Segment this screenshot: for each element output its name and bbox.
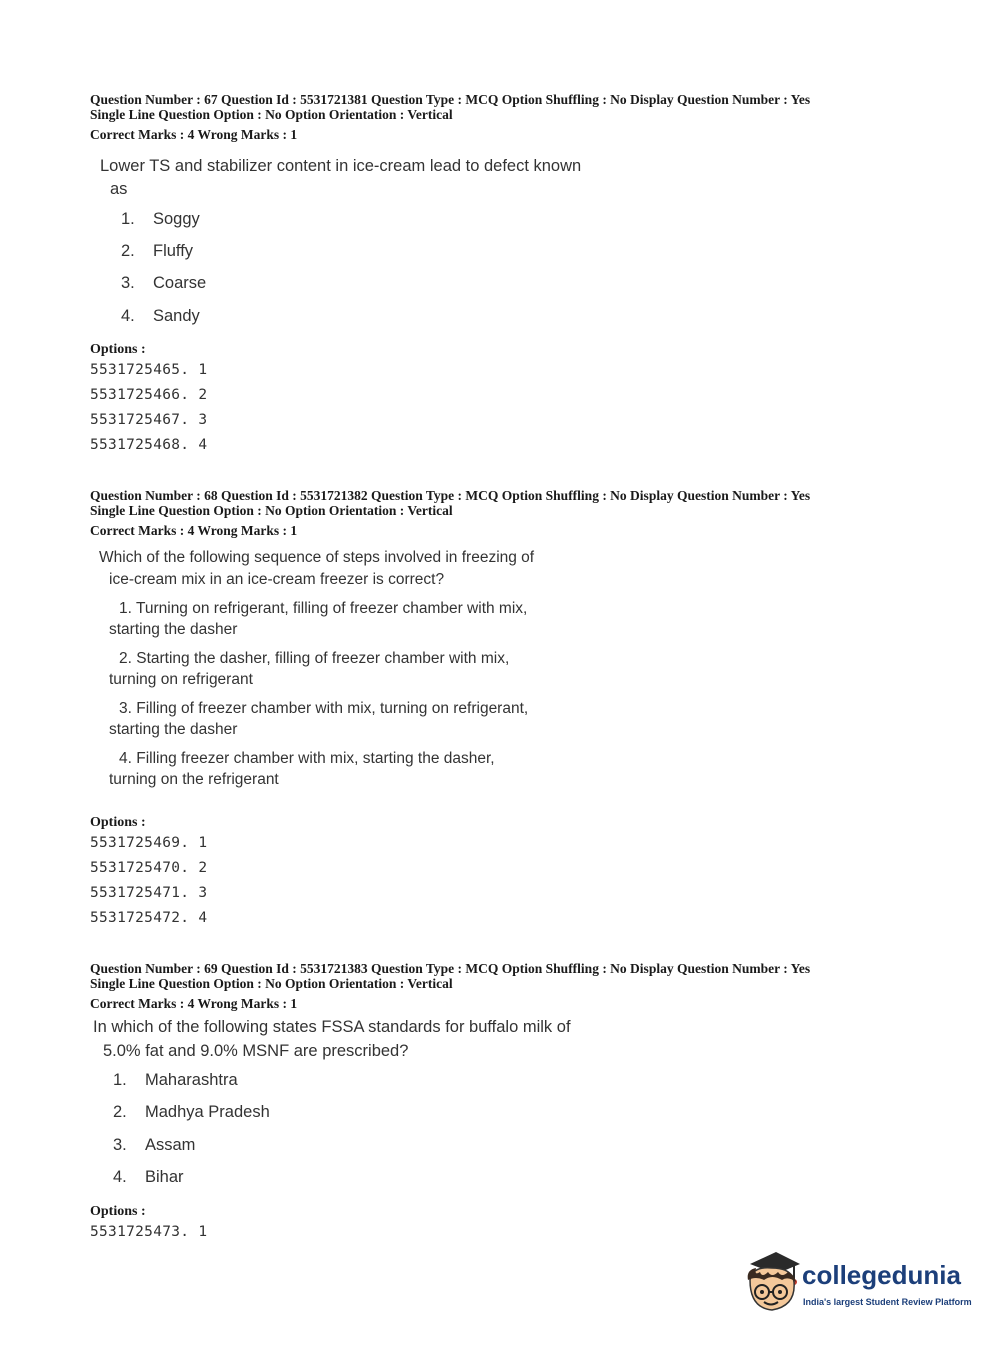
options-label: Options : bbox=[90, 342, 146, 357]
option-item: 4. Filling freezer chamber with mix, starting the dasher, turning on the refrigerant bbox=[109, 750, 495, 788]
option-item: 1. Soggy bbox=[121, 210, 200, 228]
question-meta: Question Number : 69 Question Id : 5531721383 Question Type : MCQ Option Shuffling : No Display Question Number : Yes bbox=[90, 961, 811, 976]
option-item: 2. Fluffy bbox=[121, 242, 194, 260]
option-id: 5531725469. 1 bbox=[90, 835, 208, 851]
question-68 bbox=[90, 488, 950, 933]
question-meta: Question Number : 67 Question Id : 5531721381 Question Type : MCQ Option Shuffling : No Display Question Number : Yes bbox=[90, 92, 811, 107]
question-stem: Lower TS and stabilizer content in ice-cream lead to defect known as bbox=[100, 157, 582, 198]
option-item: 2. Madhya Pradesh bbox=[113, 1103, 270, 1121]
option-id: 5531725471. 3 bbox=[90, 885, 208, 901]
marks-meta: Correct Marks : 4 Wrong Marks : 1 bbox=[90, 127, 298, 142]
logo-tagline: India's largest Student Review Platform bbox=[803, 1297, 972, 1307]
options-label: Options : bbox=[90, 815, 146, 830]
question-meta: Single Line Question Option : No Option Orientation : Vertical bbox=[90, 107, 453, 122]
option-item: 3. Coarse bbox=[121, 274, 207, 292]
option-id: 5531725467. 3 bbox=[90, 412, 208, 428]
option-id: 5531725466. 2 bbox=[90, 387, 208, 403]
mascot-icon bbox=[742, 1250, 802, 1320]
option-item: 3. Filling of freezer chamber with mix, turning on refrigerant, starting the dasher bbox=[109, 700, 529, 738]
question-69 bbox=[90, 961, 950, 1246]
logo-wordmark: collegedunia bbox=[802, 1260, 961, 1290]
question-67 bbox=[90, 92, 950, 462]
question-meta: Question Number : 68 Question Id : 5531721382 Question Type : MCQ Option Shuffling : No Display Question Number : Yes bbox=[90, 488, 811, 503]
option-item: 4. Sandy bbox=[121, 307, 200, 325]
option-item: 4. Bihar bbox=[113, 1168, 184, 1186]
option-item: 2. Starting the dasher, filling of freezer chamber with mix, turning on refrigerant bbox=[109, 650, 510, 688]
question-meta: Single Line Question Option : No Option Orientation : Vertical bbox=[90, 503, 453, 518]
option-item: 3. Assam bbox=[113, 1136, 196, 1154]
question-stem: In which of the following states FSSA standards for buffalo milk of 5.0% fat and 9.0% MSNF are prescribed? bbox=[93, 1018, 571, 1060]
option-id: 5531725468. 4 bbox=[90, 437, 208, 453]
marks-meta: Correct Marks : 4 Wrong Marks : 1 bbox=[90, 996, 298, 1011]
option-id: 5531725473. 1 bbox=[90, 1224, 208, 1240]
question-stem: Which of the following sequence of steps involved in freezing of ice-cream mix in an ice-cream freezer is correct? bbox=[99, 549, 535, 588]
question-meta: Single Line Question Option : No Option Orientation : Vertical bbox=[90, 976, 453, 991]
collegedunia-logo[interactable] bbox=[742, 1250, 972, 1320]
option-id: 5531725465. 1 bbox=[90, 362, 208, 378]
marks-meta: Correct Marks : 4 Wrong Marks : 1 bbox=[90, 523, 298, 538]
option-id: 5531725470. 2 bbox=[90, 860, 208, 876]
options-label: Options : bbox=[90, 1204, 146, 1219]
option-item: 1. Maharashtra bbox=[113, 1071, 238, 1089]
option-id: 5531725472. 4 bbox=[90, 910, 208, 926]
option-item: 1. Turning on refrigerant, filling of freezer chamber with mix, starting the dasher bbox=[109, 600, 528, 638]
